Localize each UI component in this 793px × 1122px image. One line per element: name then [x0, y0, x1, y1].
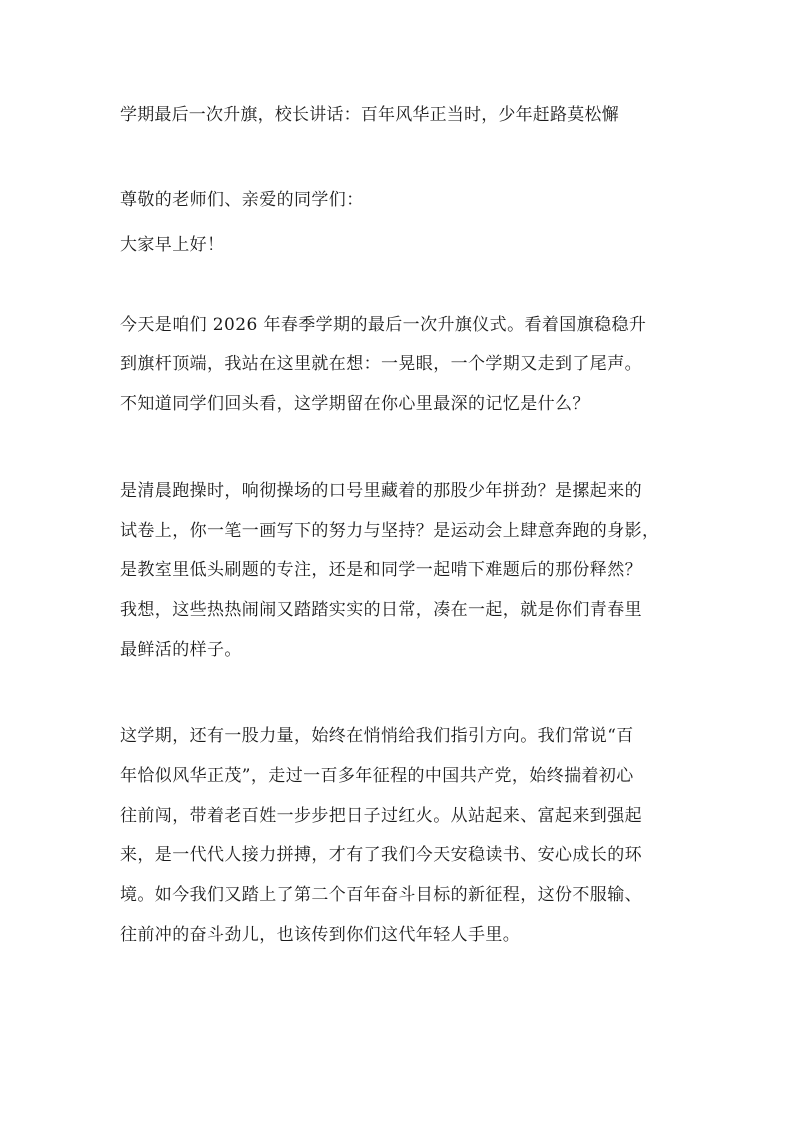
greeting: 大家早上好！: [120, 235, 225, 255]
paragraph-2-line-2: 试卷上，你一笔一画写下的努力与坚持？是运动会上肆意奔跑的身影，: [120, 521, 660, 541]
paragraph-3-line-2: 年恰似风华正茂”，走过一百多年征程的中国共产党，始终揣着初心: [120, 766, 634, 786]
paragraph-3-line-5: 境。如今我们又踏上了第二个百年奋斗目标的新征程，这份不服输、: [120, 885, 642, 905]
document-title: 学期最后一次升旗，校长讲话：百年风华正当时，少年赶路莫松懈: [120, 105, 619, 125]
paragraph-3-line-6: 往前冲的奋斗劲儿，也该传到你们这代年轻人手里。: [120, 925, 521, 945]
paragraph-1-line-2: 到旗杆顶端，我站在这里就在想：一晃眼，一个学期又走到了尾声。: [120, 354, 642, 374]
salutation: 尊敬的老师们、亲爱的同学们：: [120, 190, 364, 210]
paragraph-2-line-4: 我想，这些热热闹闹又踏踏实实的日常，凑在一起，就是你们青春里: [120, 600, 642, 620]
paragraph-3-line-3: 往前闯，带着老百姓一步步把日子过红火。从站起来、富起来到强起: [120, 806, 642, 826]
paragraph-3-line-1: 这学期，还有一股力量，始终在悄悄给我们指引方向。我们常说“百: [120, 726, 634, 746]
paragraph-3-line-4: 来，是一代代人接力拼搏，才有了我们今天安稳读书、安心成长的环: [120, 845, 642, 865]
paragraph-1-line-3: 不知道同学们回头看，这学期留在你心里最深的记忆是什么？: [120, 394, 590, 414]
paragraph-2-line-3: 是教室里低头刷题的专注，还是和同学一起啃下难题后的那份释然？: [120, 560, 642, 580]
paragraph-2-line-5: 最鲜活的样子。: [120, 640, 242, 660]
paragraph-1-line-1: 今天是咱们 2026 年春季学期的最后一次升旗仪式。看着国旗稳稳升: [120, 315, 647, 335]
paragraph-2-line-1: 是清晨跑操时，响彻操场的口号里藏着的那股少年拼劲？是摞起来的: [120, 481, 642, 501]
